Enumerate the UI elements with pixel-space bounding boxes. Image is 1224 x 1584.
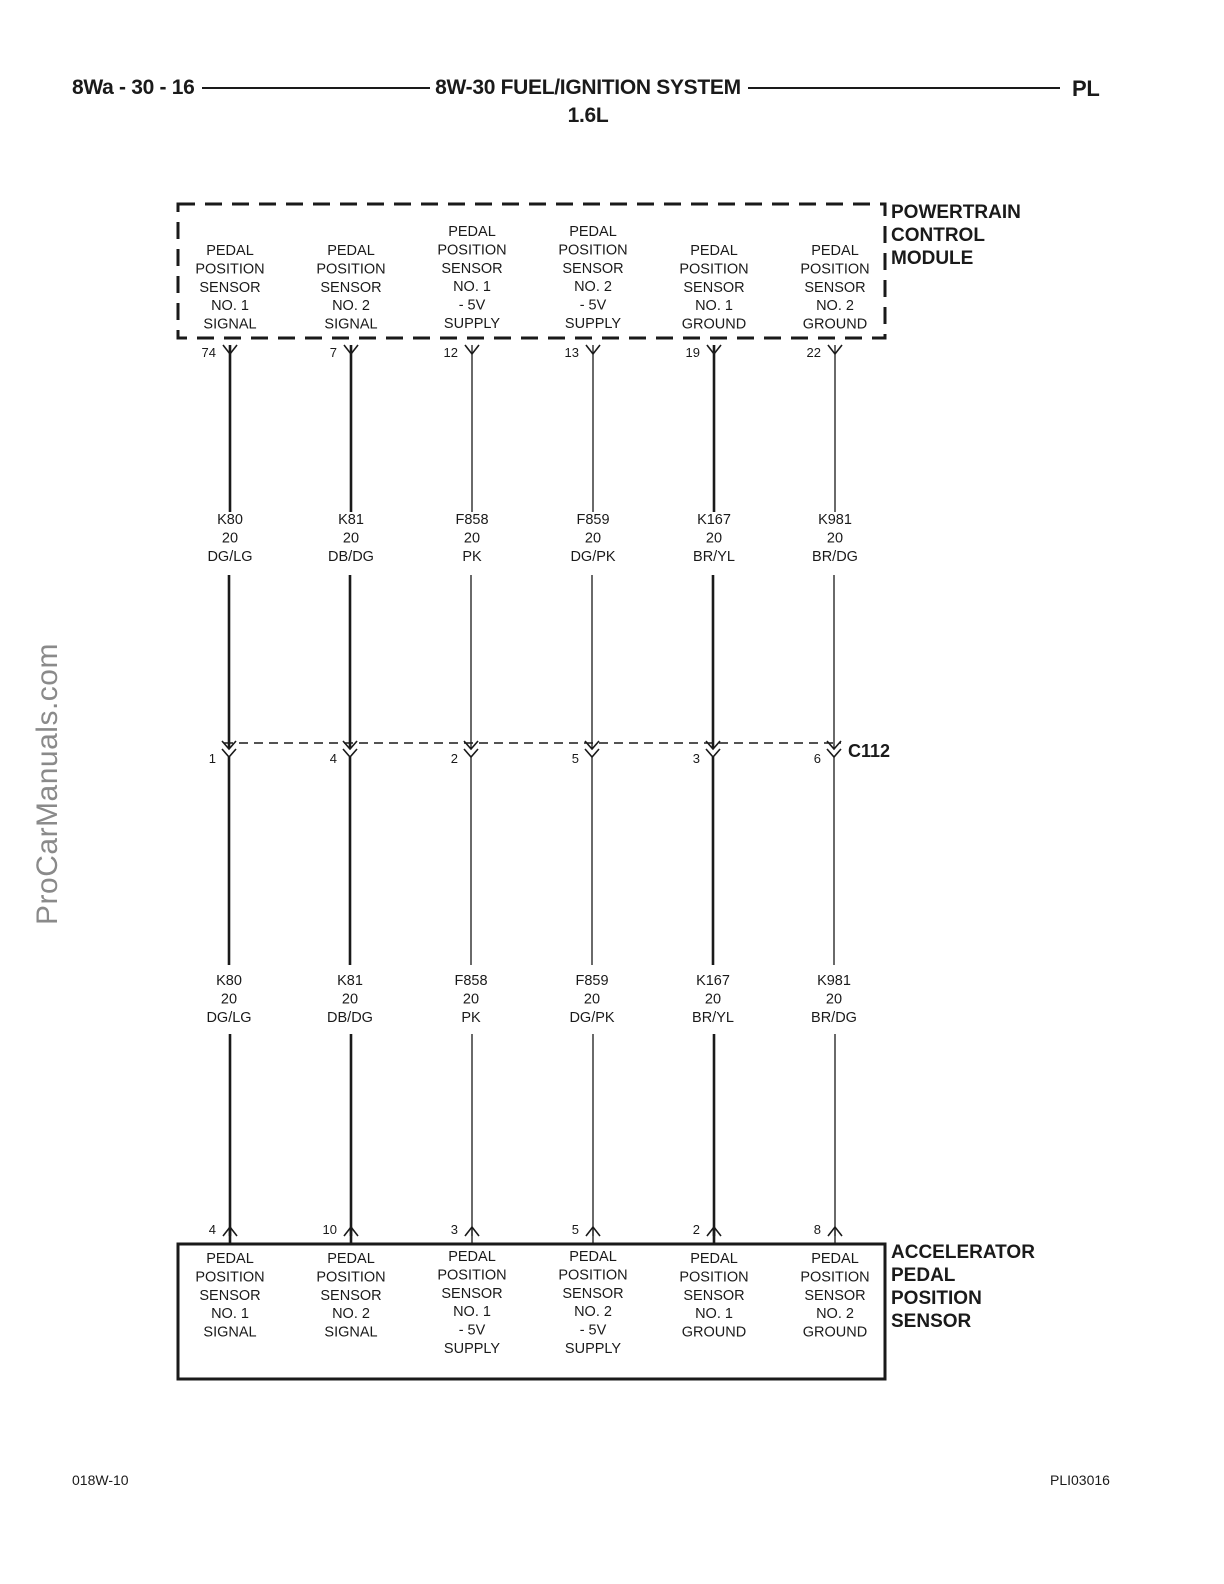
pcm-pin-label: SENSOR — [320, 279, 382, 296]
pcm-pin-number: 13 — [564, 345, 579, 360]
pcm-pin-label: SENSOR — [683, 279, 745, 296]
wire-label-lower: BR/DG — [811, 1009, 857, 1026]
wire-label-upper: 20 — [221, 530, 239, 547]
sensor-pin-label: - 5V — [458, 1322, 486, 1339]
wire-label-upper: DB/DG — [328, 548, 374, 565]
wire-label-upper: F859 — [576, 512, 610, 528]
wire-label-lower: PK — [461, 1009, 481, 1026]
sensor-name-line: POSITION — [891, 1288, 982, 1309]
sensor-pin-number: 8 — [813, 1222, 821, 1237]
wire-label-upper: 20 — [826, 530, 844, 547]
wire-label-lower: K81 — [337, 973, 363, 989]
pcm-pin-label: SIGNAL — [203, 316, 257, 333]
sensor-pin-label: NO. 2 — [816, 1306, 854, 1323]
wire-label-lower: 20 — [583, 991, 601, 1008]
pcm-pin-label: NO. 2 — [332, 298, 370, 315]
pcm-pin-label: GROUND — [802, 316, 868, 333]
pcm-pin-number: 19 — [685, 345, 700, 360]
wire-label-upper: K167 — [697, 512, 731, 528]
wire-label-lower: K981 — [817, 973, 851, 989]
c112-pin-number: 3 — [692, 751, 700, 766]
sensor-pin-label: SUPPLY — [564, 1341, 622, 1357]
sensor-pin-label: POSITION — [800, 1269, 870, 1286]
watermark-text: ProCarManuals.com — [31, 643, 64, 925]
sensor-name-line: SENSOR — [891, 1311, 972, 1332]
sensor-pin-label: SENSOR — [320, 1287, 382, 1304]
wire-label-lower: F859 — [575, 973, 609, 989]
pcm-pin-number: 7 — [329, 345, 337, 360]
wire-label-upper: PK — [462, 548, 482, 565]
sensor-pin-label: PEDAL — [206, 1251, 254, 1267]
sensor-pin-label: NO. 1 — [453, 1304, 491, 1321]
pcm-pin-label: SENSOR — [199, 279, 261, 296]
pcm-pin-label: POSITION — [800, 261, 870, 278]
sensor-pin-label: NO. 1 — [695, 1306, 733, 1323]
figure-id: PLI03016 — [1050, 1472, 1110, 1488]
sensor-pin-label: NO. 1 — [211, 1306, 249, 1323]
sensor-pin-number: 3 — [450, 1222, 458, 1237]
sensor-pin-label: GROUND — [802, 1324, 868, 1341]
pcm-pin-label: NO. 2 — [816, 298, 854, 315]
sensor-pin-label: SENSOR — [804, 1287, 866, 1304]
pcm-pin-label: SUPPLY — [564, 316, 622, 332]
wire-label-upper: 20 — [463, 530, 481, 547]
sensor-pin-label: SUPPLY — [443, 1341, 501, 1357]
pcm-pin-label: SENSOR — [562, 260, 624, 277]
pcm-box — [178, 204, 885, 338]
pcm-pin-number: 12 — [443, 345, 458, 360]
sensor-pin-label: POSITION — [679, 1269, 749, 1286]
pcm-pin-label: SENSOR — [804, 279, 866, 296]
pcm-pin-label: NO. 1 — [211, 298, 249, 315]
pcm-name-line: MODULE — [891, 248, 974, 269]
wire-label-lower: BR/YL — [692, 1009, 734, 1026]
sensor-pin-label: PEDAL — [690, 1251, 738, 1267]
pcm-pin-label: PEDAL — [569, 224, 617, 240]
pcm-pin-label: POSITION — [437, 242, 507, 259]
sensor-pin-label: SIGNAL — [203, 1324, 257, 1341]
wire-label-lower: 20 — [825, 991, 843, 1008]
wire-label-upper: 20 — [342, 530, 360, 547]
sensor-pin-label: PEDAL — [569, 1249, 617, 1265]
pcm-pin-label: GROUND — [681, 316, 747, 333]
pcm-pin-label: POSITION — [195, 261, 265, 278]
wire-label-lower: 20 — [341, 991, 359, 1008]
c112-pin-number: 1 — [208, 751, 216, 766]
pcm-pin-label: POSITION — [679, 261, 749, 278]
wire-label-upper: 20 — [584, 530, 602, 547]
wire-label-upper: K81 — [338, 512, 364, 528]
sensor-pin-number: 4 — [208, 1222, 216, 1237]
pcm-name-line: POWERTRAIN — [891, 202, 1021, 223]
wire-label-upper: K981 — [818, 512, 852, 528]
wire-label-upper: DG/PK — [570, 548, 616, 565]
pcm-pin-label: POSITION — [558, 242, 628, 259]
pcm-pin-label: PEDAL — [811, 243, 859, 259]
pcm-pin-label: NO. 1 — [695, 298, 733, 315]
sensor-pin-label: POSITION — [437, 1267, 507, 1284]
pcm-pin-label: NO. 1 — [453, 279, 491, 296]
wire-label-lower: K80 — [216, 973, 242, 989]
sensor-name-line: ACCELERATOR — [891, 1242, 1035, 1263]
wire-label-lower: DG/PK — [569, 1009, 615, 1026]
page-subtitle: 1.6L — [567, 104, 609, 127]
wire-label-upper: DG/LG — [207, 548, 253, 565]
wire-label-lower: K167 — [696, 973, 730, 989]
pcm-name-line: CONTROL — [891, 225, 985, 246]
sensor-pin-label: SIGNAL — [324, 1324, 378, 1341]
page-reference: 8Wa - 30 - 16 — [72, 76, 195, 99]
wire-label-lower: 20 — [462, 991, 480, 1008]
pcm-pin-label: POSITION — [316, 261, 386, 278]
c112-connector-label: C112 — [848, 741, 891, 761]
pcm-pin-label: NO. 2 — [574, 279, 612, 296]
pcm-pin-number: 74 — [201, 345, 216, 360]
sensor-pin-label: PEDAL — [327, 1251, 375, 1267]
sensor-pin-label: GROUND — [681, 1324, 747, 1341]
footer-code-left: 018W-10 — [72, 1472, 129, 1488]
wire-label-upper: BR/DG — [812, 548, 858, 565]
wire-label-lower: F858 — [454, 973, 488, 989]
sensor-pin-label: NO. 2 — [332, 1306, 370, 1323]
page-title: 8W-30 FUEL/IGNITION SYSTEM — [435, 76, 741, 99]
pcm-pin-label: SIGNAL — [324, 316, 378, 333]
pcm-pin-label: - 5V — [579, 297, 607, 314]
pcm-pin-label: PEDAL — [206, 243, 254, 259]
wire-label-upper: F858 — [455, 512, 489, 528]
sensor-pin-label: - 5V — [579, 1322, 607, 1339]
sensor-pin-label: POSITION — [316, 1269, 386, 1286]
sensor-pin-label: SENSOR — [562, 1285, 624, 1302]
sensor-pin-label: POSITION — [195, 1269, 265, 1286]
sensor-pin-label: NO. 2 — [574, 1304, 612, 1321]
sensor-pin-label: POSITION — [558, 1267, 628, 1284]
sensor-pin-label: SENSOR — [199, 1287, 261, 1304]
sensor-pin-label: PEDAL — [811, 1251, 859, 1267]
pcm-pin-label: - 5V — [458, 297, 486, 314]
pcm-pin-label: SUPPLY — [443, 316, 501, 332]
sensor-pin-label: PEDAL — [448, 1249, 496, 1265]
c112-pin-number: 2 — [450, 751, 458, 766]
pcm-pin-label: SENSOR — [441, 260, 503, 277]
pcm-pin-number: 22 — [806, 345, 821, 360]
wire-label-lower: 20 — [220, 991, 238, 1008]
pcm-pin-label: PEDAL — [327, 243, 375, 259]
sensor-name-line: PEDAL — [891, 1265, 956, 1286]
pcm-pin-label: PEDAL — [448, 224, 496, 240]
wire-label-upper: 20 — [705, 530, 723, 547]
sensor-pin-number: 10 — [322, 1222, 337, 1237]
c112-pin-number: 6 — [813, 751, 821, 766]
sensor-pin-label: SENSOR — [683, 1287, 745, 1304]
wire-label-lower: DB/DG — [327, 1009, 373, 1026]
pcm-pin-label: PEDAL — [690, 243, 738, 259]
sensor-pin-label: SENSOR — [441, 1285, 503, 1302]
sensor-pin-number: 5 — [571, 1222, 579, 1237]
sensor-pin-number: 2 — [692, 1222, 700, 1237]
c112-pin-number: 4 — [329, 751, 337, 766]
wire-label-upper: K80 — [217, 512, 243, 528]
section-code: PL — [1072, 76, 1100, 101]
wire-label-lower: 20 — [704, 991, 722, 1008]
sensor-box — [178, 1244, 885, 1379]
c112-pin-number: 5 — [571, 751, 579, 766]
wire-label-upper: BR/YL — [693, 548, 735, 565]
wire-label-lower: DG/LG — [206, 1009, 252, 1026]
